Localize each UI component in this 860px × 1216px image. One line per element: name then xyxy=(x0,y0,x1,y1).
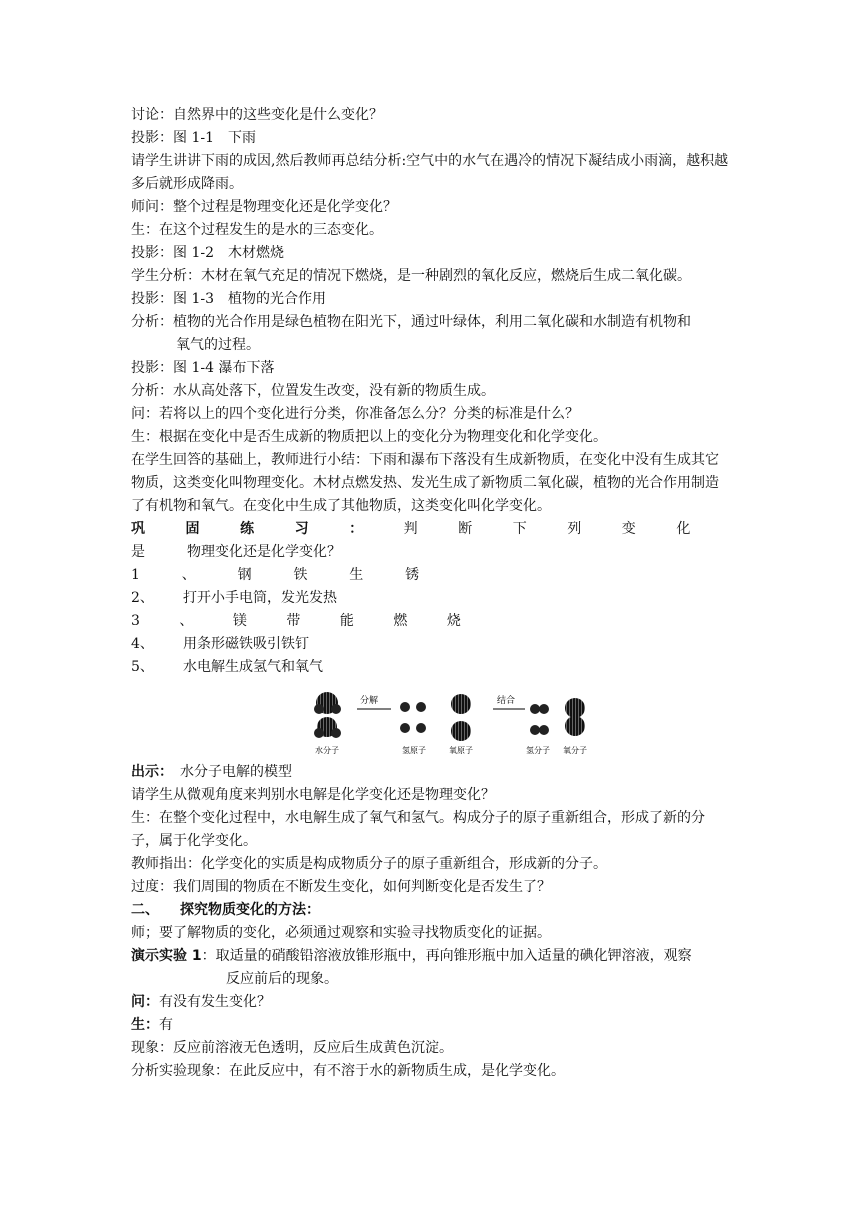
hydrogen-atom xyxy=(416,723,426,733)
water-molecule-top xyxy=(314,692,341,714)
wood-analysis: 学生分析：木材在氧气充足的情况下燃烧，是一种剧烈的氧化反应，燃烧后生成二氧化碳。 xyxy=(131,268,691,284)
hydrogen-atom xyxy=(400,702,410,712)
photosynthesis-analysis: 分析：植物的光合作用是绿色植物在阳光下，通过叶绿体，利用二氧化碳和水制造有机物和 xyxy=(131,314,691,330)
rain-explanation: 请学生讲讲下雨的成因,然后教师再总结分析:空气中的水气在遇冷的情况下凝结成小雨滴，越积越多后就形成降雨。 xyxy=(131,153,729,192)
classification-answer: 生：根据在变化中是否生成新的物质把以上的变化分为物理变化和化学变化。 xyxy=(131,429,607,445)
analysis-line: 分析实验现象：在此反应中，有不溶于水的新物质生成，是化学变化。 xyxy=(131,1063,565,1079)
oxygen-atom xyxy=(451,694,471,714)
student-micro-answer: 生：在整个变化过程中，水电解生成了氧气和氢气。构成分子的原子重新组合，形成了新的分子，属于化学变化。 xyxy=(131,810,705,849)
hydrogen-atom xyxy=(416,702,426,712)
practice-heading: 巩 固 练 习 ： 判 断 下 列 变 化 xyxy=(131,521,691,537)
transition-line: 过度：我们周围的物质在不断发生变化，如何判断变化是否发生了？ xyxy=(131,879,551,895)
decompose-label: 分解 xyxy=(360,696,379,706)
oxygen-atom xyxy=(451,721,471,741)
discussion-line: 讨论：自然界中的这些变化是什么变化？ xyxy=(131,107,383,123)
projection-3: 投影：图 1-3 植物的光合作用 xyxy=(131,291,326,307)
practice-item-4: 4、 用条形磁铁吸引铁钉 xyxy=(131,636,309,652)
practice-item-1: 1 、 钢 铁 生 锈 xyxy=(131,567,420,583)
question-line: 问：有没有发生变化？ xyxy=(131,994,271,1010)
water-molecule-bottom xyxy=(314,717,341,738)
label-hydrogen-molecule: 氢分子 xyxy=(526,746,550,755)
demo-experiment-cont: 反应前后的现象。 xyxy=(226,971,338,987)
combine-label: 结合 xyxy=(497,696,516,706)
projection-2: 投影：图 1-2 木材燃烧 xyxy=(131,245,284,261)
practice-heading-cont: 是 物理变化还是化学变化？ xyxy=(131,544,341,560)
practice-item-3: 3 、 镁 带 能 燃 烧 xyxy=(131,613,461,629)
document-body xyxy=(131,104,731,1083)
hydrogen-molecule xyxy=(530,704,549,714)
oxygen-molecule xyxy=(565,698,585,736)
waterfall-analysis: 分析：水从高处落下，位置发生改变，没有新的物质生成。 xyxy=(131,383,495,399)
demo-experiment: 演示实验 1：取适量的硝酸铅溶液放锥形瓶中，再向锥形瓶中加入适量的碘化钾溶液，观察 xyxy=(131,948,692,964)
hydrogen-atom xyxy=(400,723,410,733)
teacher-observe: 师；要了解物质的变化，必须通过观察和实验寻找物质变化的证据。 xyxy=(131,925,551,941)
classification-question: 问：若将以上的四个变化进行分类，你准备怎么分？分类的标准是什么？ xyxy=(131,406,579,422)
phenomenon-line: 现象：反应前溶液无色透明，反应后生成黄色沉淀。 xyxy=(131,1040,453,1056)
practice-item-2: 2、 打开小手电筒，发光发热 xyxy=(131,590,337,606)
projection-1: 投影：图 1-1 下雨 xyxy=(131,130,256,146)
teacher-point: 教师指出：化学变化的实质是构成物质分子的原子重新组合，形成新的分子。 xyxy=(131,856,607,872)
projection-4: 投影：图 1-4 瀑布下落 xyxy=(131,360,275,376)
student-answer: 生：在这个过程发生的是水的三态变化。 xyxy=(131,222,383,238)
hydrogen-molecule xyxy=(530,725,549,735)
molecule-model-diagram xyxy=(311,689,611,759)
label-oxygen-atom: 氧原子 xyxy=(449,746,473,755)
teacher-question: 师问：整个过程是物理变化还是化学变化？ xyxy=(131,199,397,215)
label-oxygen-molecule: 氧分子 xyxy=(563,746,587,755)
micro-question: 请学生从微观角度来判别水电解是化学变化还是物理变化？ xyxy=(131,787,495,803)
photosynthesis-cont: 氧气的过程。 xyxy=(176,337,260,353)
answer-line: 生：有 xyxy=(131,1017,173,1033)
label-water-molecule: 水分子 xyxy=(315,746,339,755)
show-model-line: 出示： 水分子电解的模型 xyxy=(131,764,292,780)
practice-item-5: 5、 水电解生成氢气和氧气 xyxy=(131,659,323,675)
water-electrolysis-figure xyxy=(131,689,731,761)
teacher-summary: 在学生回答的基础上，教师进行小结：下雨和瀑布下落没有生成新物质，在变化中没有生成其它物质，这类变化叫物理变化。木材点燃发热、发光生成了新物质二氧化碳，植物的光合作用制造了有机物和氧气。在变化中生成了其他物质，这类变化叫化学变化。 xyxy=(131,452,719,514)
section-2-heading: 二、 探究物质变化的方法： xyxy=(131,902,320,918)
label-hydrogen-atom: 氢原子 xyxy=(402,746,426,755)
